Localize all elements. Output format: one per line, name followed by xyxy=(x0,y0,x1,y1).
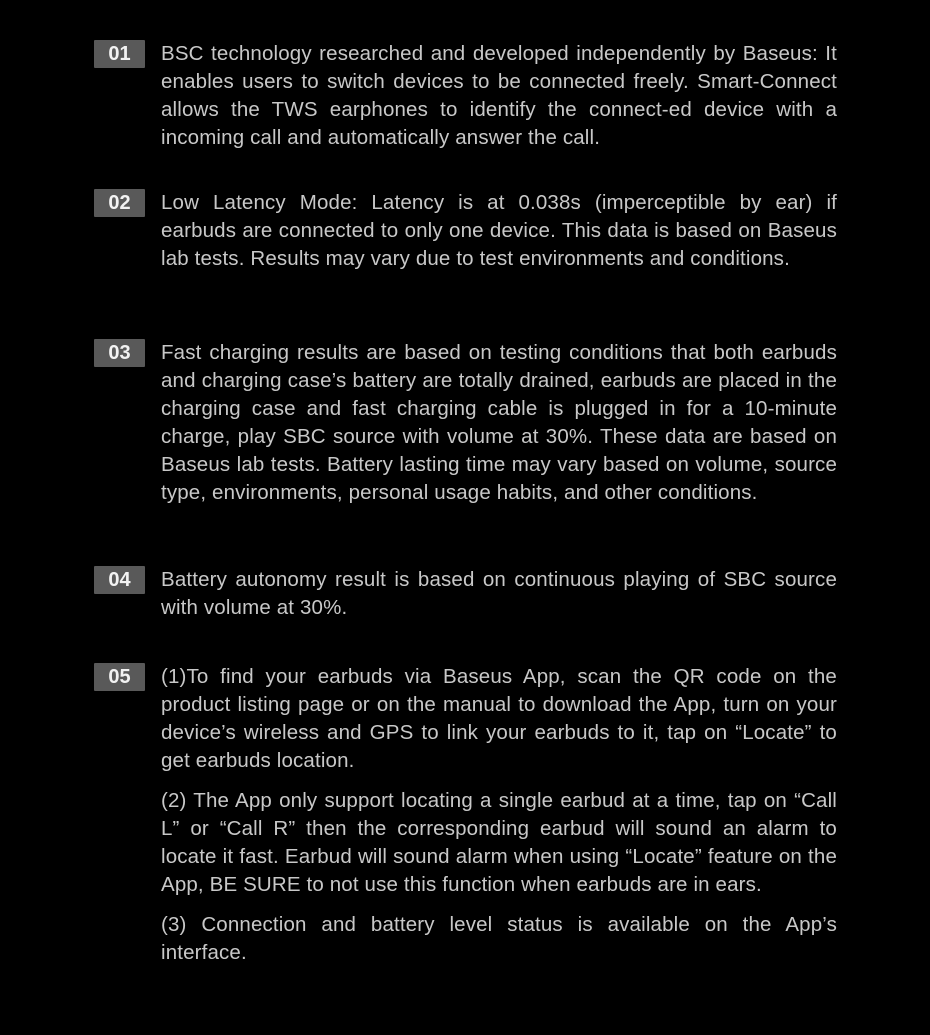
note-03 xyxy=(94,339,844,507)
note-number-badge: 05 xyxy=(94,663,145,691)
note-number-badge: 01 xyxy=(94,40,145,68)
note-number-badge: 04 xyxy=(94,566,145,594)
note-paragraph-locate: (1)To find your earbuds via Baseus App, scan the QR code on the product listing page or on the manual to download the App, turn on your device’s wireless and GPS to link your earbuds to it, tap on “Locate” to get earbuds location. xyxy=(161,665,837,772)
note-number-badge: 03 xyxy=(94,339,145,367)
note-body xyxy=(161,189,837,273)
note-paragraph: Battery autonomy result is based on continuous playing of SBC source with volume at 30%. xyxy=(161,568,837,619)
note-body xyxy=(161,40,837,152)
note-04 xyxy=(94,566,844,622)
note-paragraph: BSC technology researched and developed independently by Baseus: It enables users to switch devices to be connected freely. Smart-Connect allows the TWS earphones to identify the connect-ed device with a incoming call and automatically answer the call. xyxy=(161,42,837,149)
note-body xyxy=(161,663,837,967)
note-01 xyxy=(94,40,844,152)
note-paragraph: Fast charging results are based on testing conditions that both earbuds and charging case’s battery are totally drained, earbuds are placed in the charging case and fast charging cable is plugged in for a 10-minute charge, play SBC source with volume at 30%. These data are based on Baseus lab tests. Battery lasting time may vary based on volume, source type, environments, personal usage habits, and other conditions. xyxy=(161,341,837,504)
note-paragraph-status: (3) Connection and battery level status is available on the App’s interface. xyxy=(161,913,837,964)
note-02 xyxy=(94,189,844,273)
note-05 xyxy=(94,663,844,967)
note-body xyxy=(161,339,837,507)
note-paragraph: Low Latency Mode: Latency is at 0.038s (imperceptible by ear) if earbuds are connected to only one device. This data is based on Baseus lab tests. Results may vary due to test environments and conditions. xyxy=(161,191,837,270)
note-body xyxy=(161,566,837,622)
note-paragraph-single-earbud: (2) The App only support locating a single earbud at a time, tap on “Call L” or “Call R” then the corresponding earbud will sound an alarm to locate it fast. Earbud will sound alarm when using “Locate” feature on the App, BE SURE to not use this function when earbuds are in ears. xyxy=(161,789,837,896)
note-number-badge: 02 xyxy=(94,189,145,217)
